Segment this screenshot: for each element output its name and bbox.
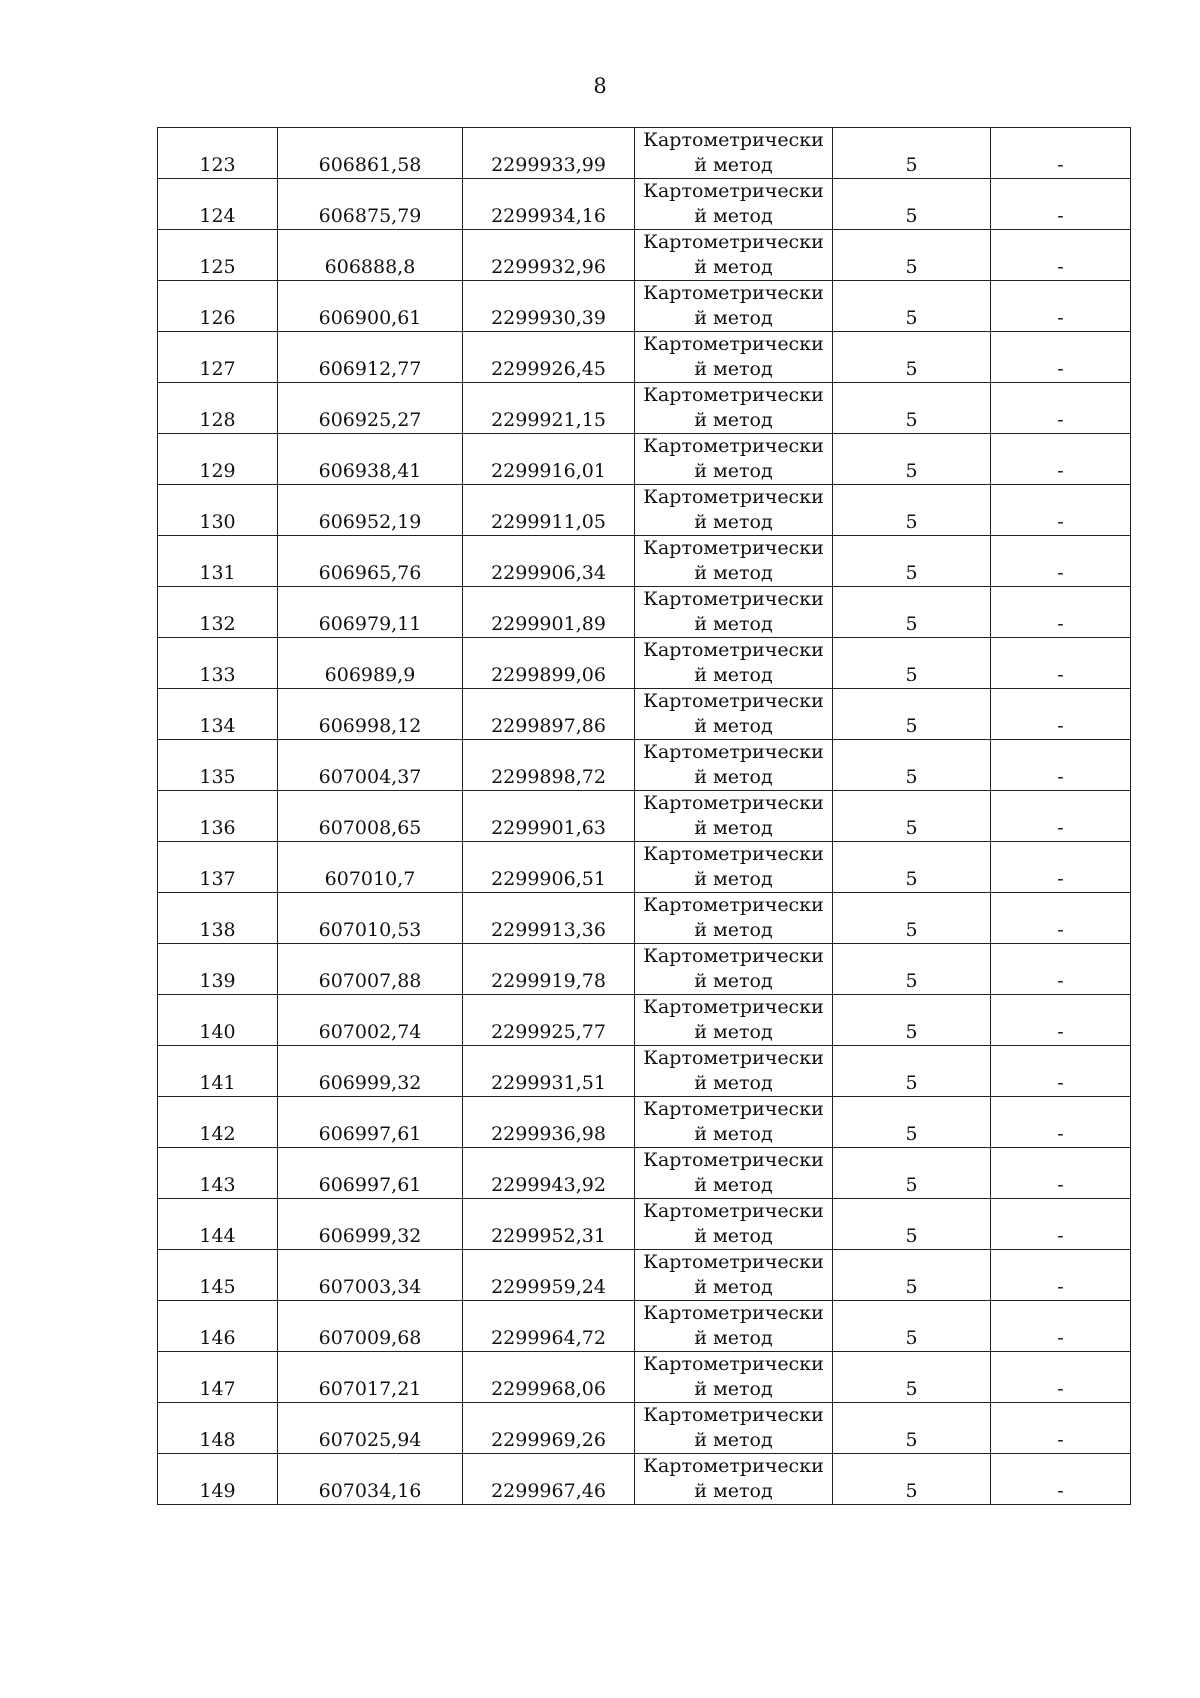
table-row	[158, 1403, 1131, 1454]
method-line-2: й метод	[694, 1429, 773, 1451]
method-line-1: Картометрически	[643, 945, 824, 967]
method-line-1: Картометрически	[643, 588, 824, 610]
method-line-1: Картометрически	[643, 384, 824, 406]
x-coordinate-cell: 607010,7	[278, 842, 463, 893]
point-number-cell: 135	[158, 740, 278, 791]
table-row	[158, 281, 1131, 332]
y-coordinate-cell: 2299898,72	[463, 740, 635, 791]
table-row	[158, 893, 1131, 944]
accuracy-cell: 5	[833, 485, 991, 536]
y-coordinate-cell: 2299919,78	[463, 944, 635, 995]
method-line-2: й метод	[694, 1327, 773, 1349]
method-cell	[635, 332, 833, 383]
note-cell: -	[991, 281, 1131, 332]
accuracy-cell: 5	[833, 1454, 991, 1505]
x-coordinate-cell: 606938,41	[278, 434, 463, 485]
y-coordinate-cell: 2299926,45	[463, 332, 635, 383]
method-line-2: й метод	[694, 715, 773, 737]
accuracy-cell: 5	[833, 842, 991, 893]
method-line-2: й метод	[694, 1072, 773, 1094]
note-cell: -	[991, 1454, 1131, 1505]
note-cell: -	[991, 1046, 1131, 1097]
table-row	[158, 1046, 1131, 1097]
point-number-cell: 128	[158, 383, 278, 434]
method-cell	[635, 689, 833, 740]
x-coordinate-cell: 606997,61	[278, 1097, 463, 1148]
accuracy-cell: 5	[833, 1097, 991, 1148]
y-coordinate-cell: 2299901,63	[463, 791, 635, 842]
method-line-1: Картометрически	[643, 180, 824, 202]
point-number-cell: 127	[158, 332, 278, 383]
table-row	[158, 1352, 1131, 1403]
note-cell: -	[991, 791, 1131, 842]
method-cell	[635, 1352, 833, 1403]
table-row	[158, 1097, 1131, 1148]
x-coordinate-cell: 607009,68	[278, 1301, 463, 1352]
note-cell: -	[991, 332, 1131, 383]
note-cell: -	[991, 1097, 1131, 1148]
method-cell	[635, 1250, 833, 1301]
method-line-2: й метод	[694, 1276, 773, 1298]
method-line-1: Картометрически	[643, 435, 824, 457]
accuracy-cell: 5	[833, 1148, 991, 1199]
accuracy-cell: 5	[833, 791, 991, 842]
method-line-1: Картометрически	[643, 486, 824, 508]
accuracy-cell: 5	[833, 689, 991, 740]
method-line-2: й метод	[694, 154, 773, 176]
method-line-2: й метод	[694, 613, 773, 635]
method-cell	[635, 485, 833, 536]
note-cell: -	[991, 995, 1131, 1046]
method-line-1: Картометрически	[643, 690, 824, 712]
note-cell: -	[991, 434, 1131, 485]
accuracy-cell: 5	[833, 332, 991, 383]
note-cell: -	[991, 1352, 1131, 1403]
y-coordinate-cell: 2299959,24	[463, 1250, 635, 1301]
point-number-cell: 142	[158, 1097, 278, 1148]
x-coordinate-cell: 607010,53	[278, 893, 463, 944]
table-row	[158, 179, 1131, 230]
method-line-2: й метод	[694, 358, 773, 380]
y-coordinate-cell: 2299921,15	[463, 383, 635, 434]
method-cell	[635, 995, 833, 1046]
x-coordinate-cell: 607002,74	[278, 995, 463, 1046]
method-line-2: й метод	[694, 307, 773, 329]
page-number: 8	[593, 74, 607, 98]
point-number-cell: 144	[158, 1199, 278, 1250]
x-coordinate-cell: 606965,76	[278, 536, 463, 587]
point-number-cell: 130	[158, 485, 278, 536]
method-cell	[635, 1046, 833, 1097]
point-number-cell: 146	[158, 1301, 278, 1352]
point-number-cell: 137	[158, 842, 278, 893]
table-row	[158, 1250, 1131, 1301]
table-row	[158, 1148, 1131, 1199]
method-line-1: Картометрически	[643, 639, 824, 661]
method-line-1: Картометрически	[643, 333, 824, 355]
y-coordinate-cell: 2299906,34	[463, 536, 635, 587]
note-cell: -	[991, 128, 1131, 179]
table-row	[158, 638, 1131, 689]
method-cell	[635, 434, 833, 485]
x-coordinate-cell: 607007,88	[278, 944, 463, 995]
note-cell: -	[991, 638, 1131, 689]
x-coordinate-cell: 607003,34	[278, 1250, 463, 1301]
point-number-cell: 134	[158, 689, 278, 740]
table-row	[158, 842, 1131, 893]
x-coordinate-cell: 606925,27	[278, 383, 463, 434]
method-cell	[635, 179, 833, 230]
point-number-cell: 143	[158, 1148, 278, 1199]
note-cell: -	[991, 485, 1131, 536]
x-coordinate-cell: 606875,79	[278, 179, 463, 230]
accuracy-cell: 5	[833, 1046, 991, 1097]
method-line-1: Картометрически	[643, 1047, 824, 1069]
method-line-1: Картометрически	[643, 1098, 824, 1120]
accuracy-cell: 5	[833, 1301, 991, 1352]
method-line-2: й метод	[694, 1225, 773, 1247]
accuracy-cell: 5	[833, 1250, 991, 1301]
note-cell: -	[991, 1250, 1131, 1301]
method-cell	[635, 791, 833, 842]
x-coordinate-cell: 607004,37	[278, 740, 463, 791]
y-coordinate-cell: 2299897,86	[463, 689, 635, 740]
note-cell: -	[991, 1148, 1131, 1199]
y-coordinate-cell: 2299911,05	[463, 485, 635, 536]
x-coordinate-cell: 606998,12	[278, 689, 463, 740]
note-cell: -	[991, 689, 1131, 740]
coordinates-table-body	[158, 128, 1131, 1505]
method-cell	[635, 1301, 833, 1352]
method-line-2: й метод	[694, 205, 773, 227]
y-coordinate-cell: 2299968,06	[463, 1352, 635, 1403]
table-row	[158, 332, 1131, 383]
method-line-2: й метод	[694, 1021, 773, 1043]
method-line-2: й метод	[694, 511, 773, 533]
point-number-cell: 131	[158, 536, 278, 587]
y-coordinate-cell: 2299936,98	[463, 1097, 635, 1148]
x-coordinate-cell: 606952,19	[278, 485, 463, 536]
table-row	[158, 1199, 1131, 1250]
point-number-cell: 126	[158, 281, 278, 332]
method-line-1: Картометрически	[643, 1302, 824, 1324]
point-number-cell: 138	[158, 893, 278, 944]
y-coordinate-cell: 2299943,92	[463, 1148, 635, 1199]
accuracy-cell: 5	[833, 587, 991, 638]
method-line-2: й метод	[694, 1378, 773, 1400]
x-coordinate-cell: 607034,16	[278, 1454, 463, 1505]
method-cell	[635, 1097, 833, 1148]
method-line-1: Картометрически	[643, 129, 824, 151]
method-line-1: Картометрически	[643, 537, 824, 559]
method-cell	[635, 128, 833, 179]
accuracy-cell: 5	[833, 740, 991, 791]
y-coordinate-cell: 2299916,01	[463, 434, 635, 485]
table-row	[158, 1454, 1131, 1505]
method-line-2: й метод	[694, 919, 773, 941]
method-line-2: й метод	[694, 460, 773, 482]
x-coordinate-cell: 606888,8	[278, 230, 463, 281]
point-number-cell: 141	[158, 1046, 278, 1097]
y-coordinate-cell: 2299901,89	[463, 587, 635, 638]
y-coordinate-cell: 2299925,77	[463, 995, 635, 1046]
method-cell	[635, 230, 833, 281]
point-number-cell: 123	[158, 128, 278, 179]
accuracy-cell: 5	[833, 281, 991, 332]
method-cell	[635, 1454, 833, 1505]
table-row	[158, 383, 1131, 434]
method-line-1: Картометрически	[643, 741, 824, 763]
method-cell	[635, 944, 833, 995]
y-coordinate-cell: 2299931,51	[463, 1046, 635, 1097]
method-line-2: й метод	[694, 409, 773, 431]
accuracy-cell: 5	[833, 638, 991, 689]
method-line-2: й метод	[694, 1174, 773, 1196]
note-cell: -	[991, 536, 1131, 587]
point-number-cell: 148	[158, 1403, 278, 1454]
note-cell: -	[991, 842, 1131, 893]
accuracy-cell: 5	[833, 1199, 991, 1250]
point-number-cell: 145	[158, 1250, 278, 1301]
y-coordinate-cell: 2299967,46	[463, 1454, 635, 1505]
x-coordinate-cell: 606912,77	[278, 332, 463, 383]
accuracy-cell: 5	[833, 179, 991, 230]
point-number-cell: 129	[158, 434, 278, 485]
accuracy-cell: 5	[833, 536, 991, 587]
method-cell	[635, 638, 833, 689]
table-row	[158, 944, 1131, 995]
method-line-2: й метод	[694, 256, 773, 278]
x-coordinate-cell: 606861,58	[278, 128, 463, 179]
note-cell: -	[991, 893, 1131, 944]
method-line-1: Картометрически	[643, 231, 824, 253]
y-coordinate-cell: 2299930,39	[463, 281, 635, 332]
method-line-1: Картометрически	[643, 1251, 824, 1273]
y-coordinate-cell: 2299932,96	[463, 230, 635, 281]
point-number-cell: 147	[158, 1352, 278, 1403]
y-coordinate-cell: 2299934,16	[463, 179, 635, 230]
note-cell: -	[991, 740, 1131, 791]
method-line-2: й метод	[694, 562, 773, 584]
x-coordinate-cell: 606999,32	[278, 1199, 463, 1250]
x-coordinate-cell: 606989,9	[278, 638, 463, 689]
x-coordinate-cell: 606979,11	[278, 587, 463, 638]
point-number-cell: 136	[158, 791, 278, 842]
accuracy-cell: 5	[833, 995, 991, 1046]
point-number-cell: 125	[158, 230, 278, 281]
point-number-cell: 133	[158, 638, 278, 689]
table-row	[158, 434, 1131, 485]
coordinates-table	[157, 127, 1131, 1505]
table-row	[158, 689, 1131, 740]
method-line-1: Картометрически	[643, 843, 824, 865]
method-line-2: й метод	[694, 766, 773, 788]
method-cell	[635, 1199, 833, 1250]
table-row	[158, 230, 1131, 281]
method-cell	[635, 1403, 833, 1454]
accuracy-cell: 5	[833, 944, 991, 995]
note-cell: -	[991, 1301, 1131, 1352]
note-cell: -	[991, 230, 1131, 281]
method-line-1: Картометрически	[643, 1404, 824, 1426]
x-coordinate-cell: 607025,94	[278, 1403, 463, 1454]
method-cell	[635, 587, 833, 638]
method-line-2: й метод	[694, 970, 773, 992]
accuracy-cell: 5	[833, 893, 991, 944]
method-line-1: Картометрически	[643, 792, 824, 814]
point-number-cell: 124	[158, 179, 278, 230]
accuracy-cell: 5	[833, 383, 991, 434]
table-row	[158, 995, 1131, 1046]
method-cell	[635, 1148, 833, 1199]
method-cell	[635, 536, 833, 587]
accuracy-cell: 5	[833, 1352, 991, 1403]
method-cell	[635, 893, 833, 944]
method-line-2: й метод	[694, 664, 773, 686]
method-line-1: Картометрически	[643, 996, 824, 1018]
method-line-2: й метод	[694, 1480, 773, 1502]
point-number-cell: 132	[158, 587, 278, 638]
method-cell	[635, 383, 833, 434]
table-row	[158, 791, 1131, 842]
x-coordinate-cell: 607008,65	[278, 791, 463, 842]
point-number-cell: 139	[158, 944, 278, 995]
table-row	[158, 485, 1131, 536]
x-coordinate-cell: 606900,61	[278, 281, 463, 332]
x-coordinate-cell: 606999,32	[278, 1046, 463, 1097]
note-cell: -	[991, 944, 1131, 995]
method-line-2: й метод	[694, 1123, 773, 1145]
method-line-1: Картометрически	[643, 282, 824, 304]
x-coordinate-cell: 606997,61	[278, 1148, 463, 1199]
point-number-cell: 140	[158, 995, 278, 1046]
y-coordinate-cell: 2299969,26	[463, 1403, 635, 1454]
method-line-1: Картометрически	[643, 1353, 824, 1375]
y-coordinate-cell: 2299899,06	[463, 638, 635, 689]
accuracy-cell: 5	[833, 230, 991, 281]
y-coordinate-cell: 2299913,36	[463, 893, 635, 944]
note-cell: -	[991, 1403, 1131, 1454]
method-cell	[635, 740, 833, 791]
y-coordinate-cell: 2299933,99	[463, 128, 635, 179]
method-line-1: Картометрически	[643, 1455, 824, 1477]
x-coordinate-cell: 607017,21	[278, 1352, 463, 1403]
method-cell	[635, 842, 833, 893]
table-row	[158, 128, 1131, 179]
note-cell: -	[991, 383, 1131, 434]
method-line-1: Картометрически	[643, 1149, 824, 1171]
table-row	[158, 740, 1131, 791]
table-row	[158, 536, 1131, 587]
method-line-2: й метод	[694, 817, 773, 839]
y-coordinate-cell: 2299964,72	[463, 1301, 635, 1352]
method-line-1: Картометрически	[643, 894, 824, 916]
y-coordinate-cell: 2299952,31	[463, 1199, 635, 1250]
note-cell: -	[991, 179, 1131, 230]
point-number-cell: 149	[158, 1454, 278, 1505]
accuracy-cell: 5	[833, 128, 991, 179]
note-cell: -	[991, 1199, 1131, 1250]
method-line-2: й метод	[694, 868, 773, 890]
table-row	[158, 1301, 1131, 1352]
method-cell	[635, 281, 833, 332]
y-coordinate-cell: 2299906,51	[463, 842, 635, 893]
table-row	[158, 587, 1131, 638]
note-cell: -	[991, 587, 1131, 638]
accuracy-cell: 5	[833, 434, 991, 485]
method-line-1: Картометрически	[643, 1200, 824, 1222]
accuracy-cell: 5	[833, 1403, 991, 1454]
